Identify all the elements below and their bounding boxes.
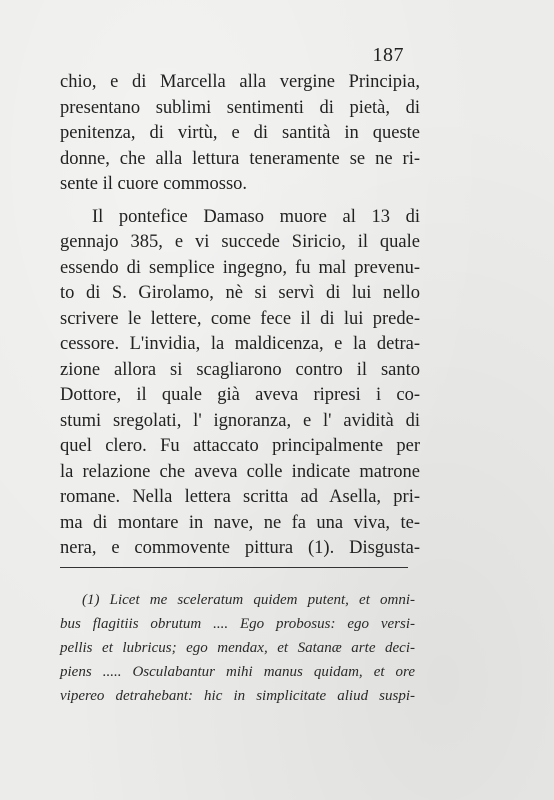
text-line: stumi sregolati, l' ignoranza, e l' avidità di (60, 410, 420, 431)
page-number: 187 (372, 44, 404, 66)
footnote-line: pellis et lubricus; ego mendax, et Satanæ arte deci- (60, 640, 415, 656)
paragraph (60, 70, 420, 198)
footnote-line: bus flagitiis obrutum .... Ego probosus: ego versi- (60, 616, 415, 632)
text-line: Dottore, il quale già aveva ripresi i co- (60, 385, 420, 405)
text-line: chio, e di Marcella alla vergine Principia, (60, 72, 420, 92)
footnote-line: (1) Licet me sceleratum quidem putent, et omni- (82, 592, 415, 608)
footnote-divider (60, 567, 408, 568)
text-line: essendo di semplice ingegno, fu mal prevenu- (60, 257, 420, 278)
text-line: romane. Nella lettera scritta ad Asella, pri- (60, 487, 420, 507)
text-line: zione allora si scagliarono contro il santo (60, 359, 420, 380)
text-line: donne, che alla lettura teneramente se ne ri- (60, 148, 420, 169)
text-line: presentano sublimi sentimenti di pietà, di (60, 97, 420, 118)
text-line: scrivere le lettere, come fece il di lui prede- (60, 308, 420, 329)
text-line: to di S. Girolamo, nè si servì di lui nello (60, 283, 420, 303)
main-text (60, 70, 420, 562)
text-line: sente il cuore commosso. (60, 174, 248, 194)
footnote-line: vipereo detrahebant: hic in simplicitate aliud suspi- (60, 688, 415, 704)
text-line: quel clero. Fu attaccato principalmente per (60, 436, 420, 456)
footnote (60, 588, 415, 708)
text-line: nera, e commovente pittura (1). Disgusta- (60, 538, 420, 558)
text-line: la relazione che aveva colle indicate matrone (60, 461, 420, 482)
paragraph (60, 205, 420, 562)
text-line: penitenza, di virtù, e di santità in queste (60, 123, 420, 143)
footnote-line: piens ..... Osculabantur mihi manus quidam, et ore (60, 664, 415, 680)
text-line: cessore. L'invidia, la maldicenza, e la detra- (60, 334, 420, 354)
text-line: gennajo 385, e vi succede Siricio, il quale (60, 232, 420, 252)
text-line: ma di montare in nave, ne fa una viva, te- (60, 512, 420, 533)
text-line: Il pontefice Damaso muore al 13 di (92, 206, 420, 227)
